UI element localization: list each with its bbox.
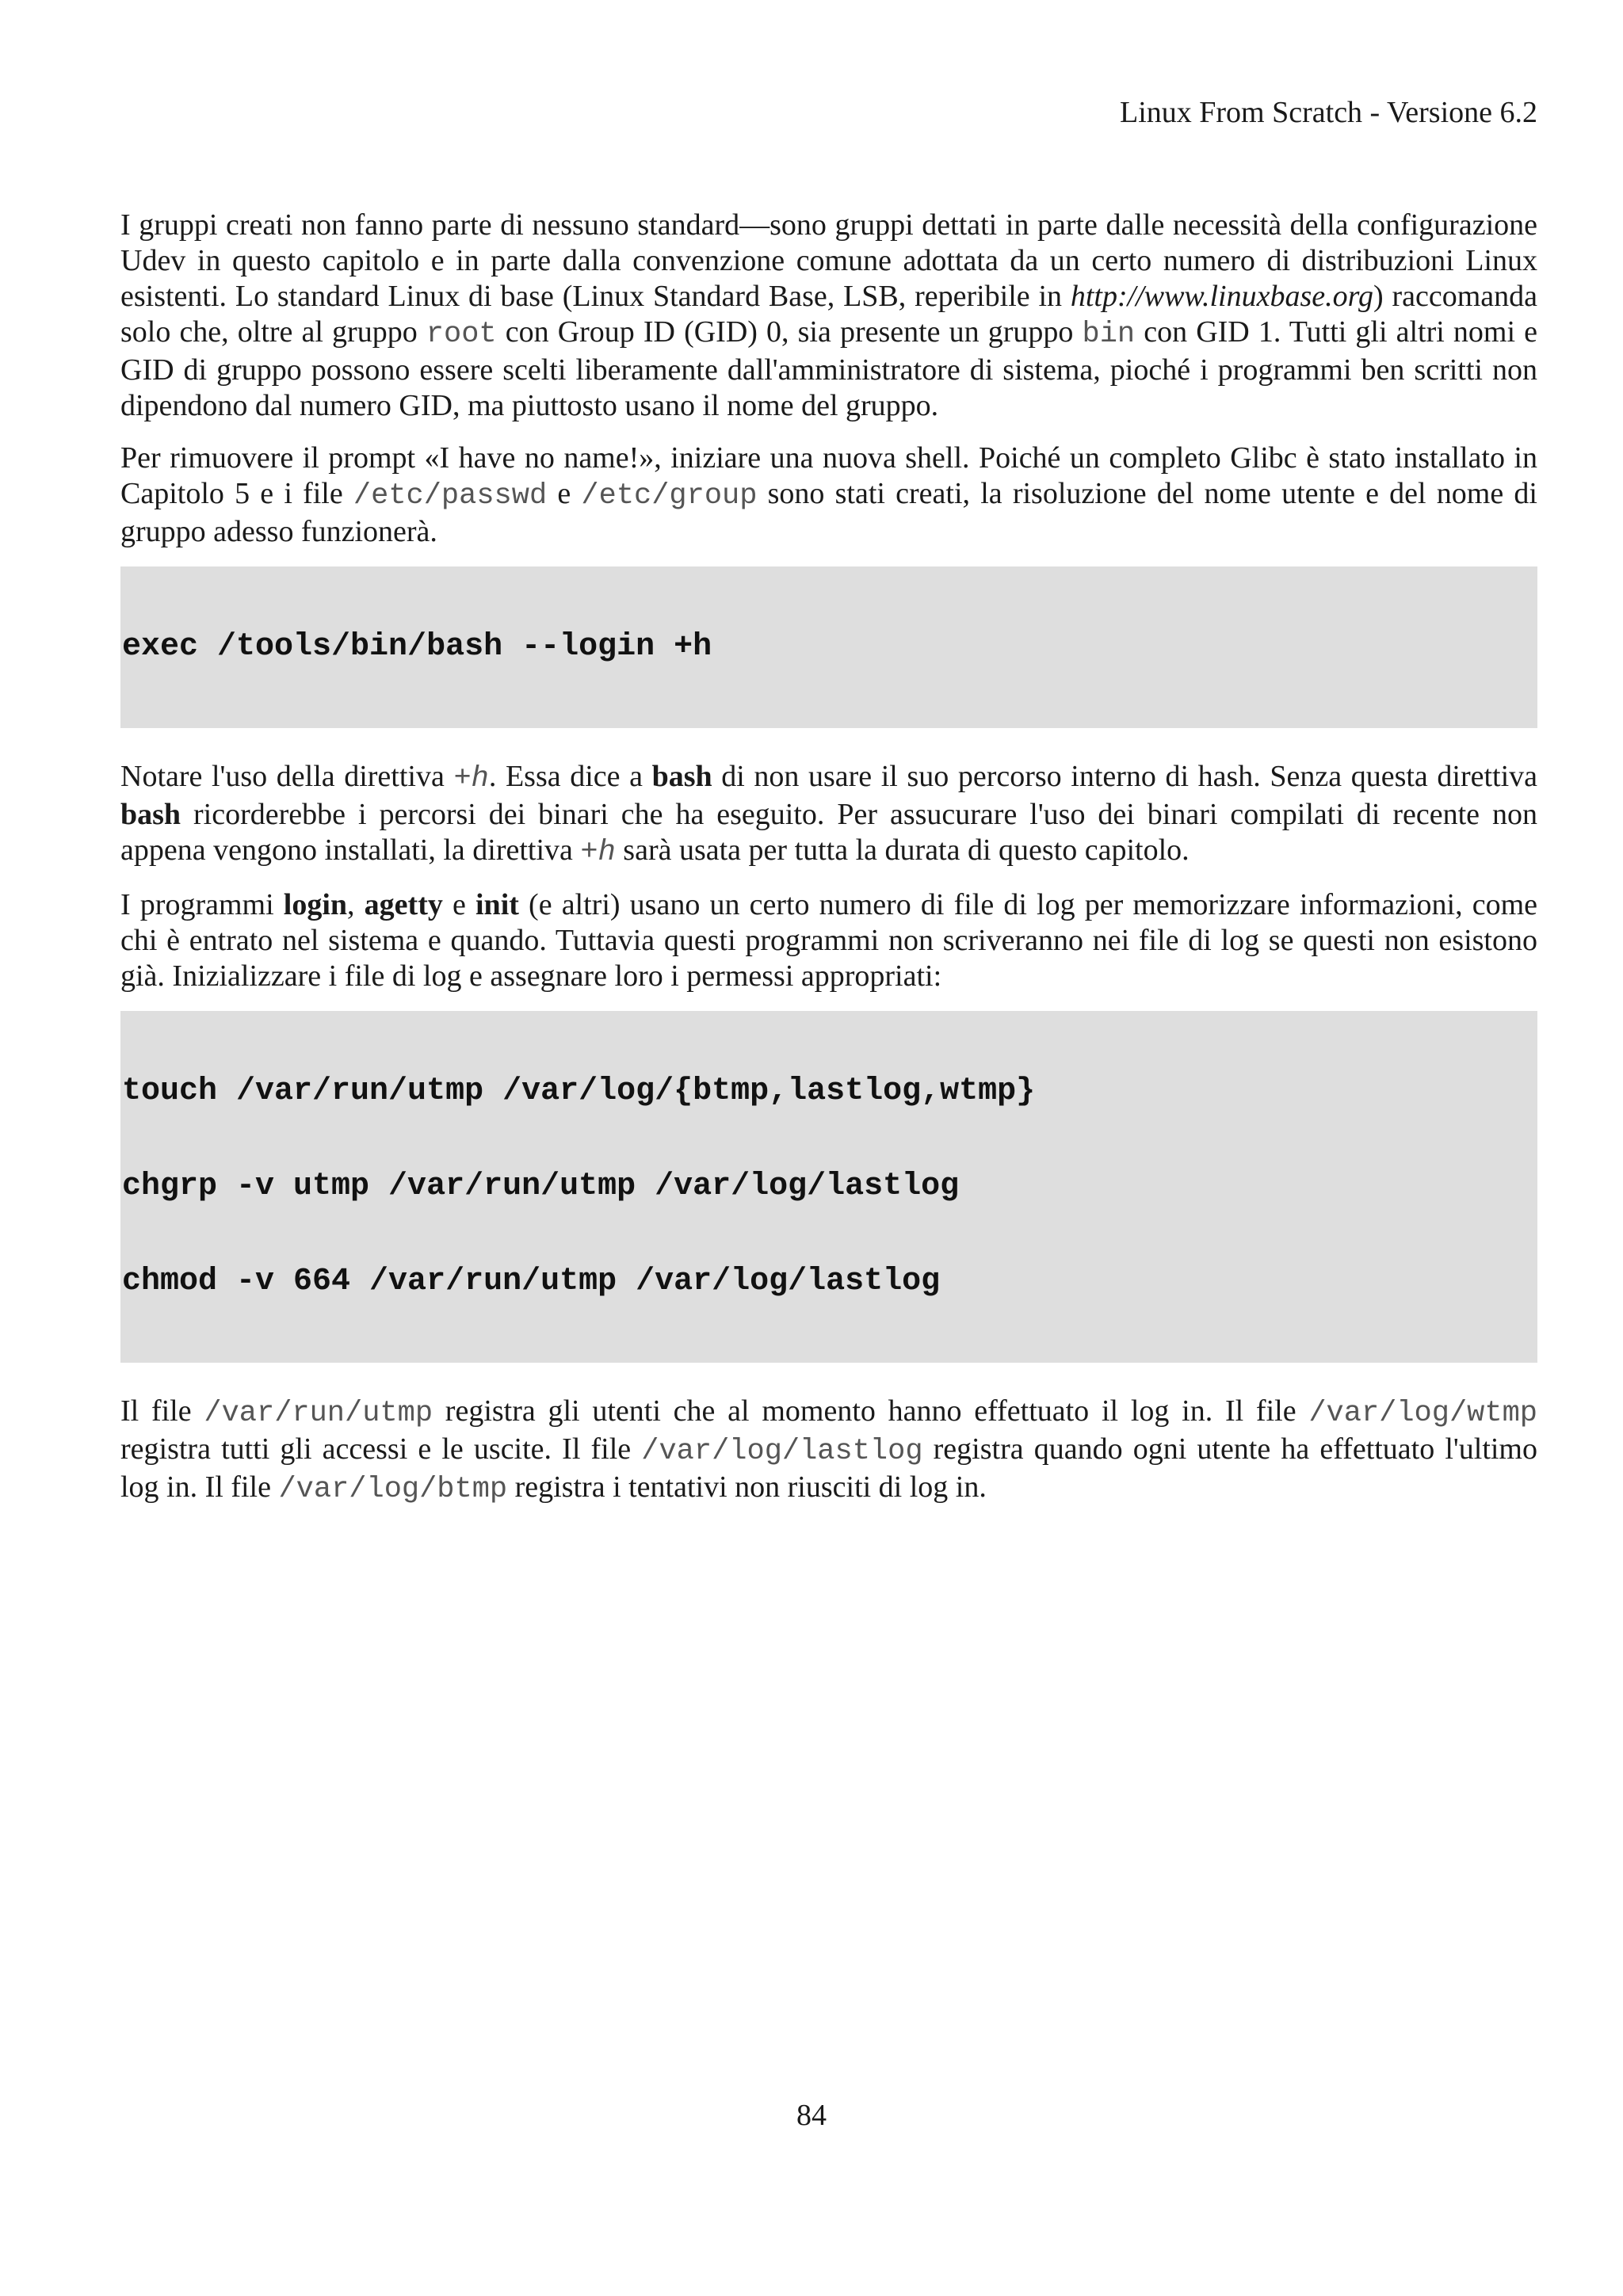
command-login: login <box>283 888 348 921</box>
inline-code-utmp: /var/run/utmp <box>204 1397 433 1430</box>
paragraph-logfile-descriptions <box>120 1394 1537 1508</box>
text-run: ) raccomanda solo che, oltre al gruppo <box>120 280 1538 349</box>
inline-code-lastlog: /var/log/lastlog <box>641 1435 923 1468</box>
page-number: 84 <box>796 2099 827 2132</box>
command-agetty: agetty <box>364 888 443 921</box>
command-init: init <box>475 888 519 921</box>
text-run: registra gli utenti che al momento hanno effettuato il log in. Il file <box>433 1394 1309 1428</box>
text-run: sarà usata per tutta la durata di questo capitolo. <box>615 833 1190 867</box>
code-line: touch /var/run/utmp /var/log/{btmp,lastlog,wtmp} <box>122 1074 1036 1109</box>
inline-code-passwd: /etc/passwd <box>353 479 548 513</box>
inline-code-group: /etc/group <box>581 479 758 513</box>
inline-code-root: root <box>426 318 497 351</box>
text-run: Per rimuovere il prompt «I have no name!», iniziare una nuova shell. Poiché un completo Glibc è stato installato in Capitolo 5 e i file <box>120 441 1537 510</box>
text-run: sono stati creati, la risoluzione del nome utente e del nome di gruppo adesso funzionerà. <box>120 477 1537 548</box>
text-run: I programmi <box>120 888 284 921</box>
code-block-exec <box>120 566 1537 728</box>
text-run: di non usare il suo percorso interno di hash. Senza questa direttiva <box>712 760 1538 793</box>
text-run: (e altri) usano un certo numero di file di log per memorizzare informazioni, come chi è entrato nel sistema e quando. Tuttavia questi programmi non scriveranno nei file di log se questi non esistono già. Inizializzare i file di log e assegnare loro i permessi appropriati: <box>120 888 1538 993</box>
linuxbase-url: http://www.linuxbase.org <box>1070 280 1373 313</box>
paragraph-hash <box>120 759 1537 871</box>
text-run: registra i tentativi non riusciti di log in. <box>507 1470 987 1504</box>
command-bash: bash <box>120 798 181 831</box>
page-body <box>120 208 1537 1524</box>
inline-code-wtmp: /var/log/wtmp <box>1308 1397 1537 1430</box>
text-run: e <box>547 477 582 510</box>
command-bash: bash <box>651 760 712 793</box>
code-block-logs <box>120 1011 1537 1363</box>
text-run: . Essa dice a <box>488 760 652 793</box>
inline-code-bin: bin <box>1082 318 1136 351</box>
code-line: exec /tools/bin/bash --login +h <box>122 629 712 665</box>
paragraph-groups <box>120 208 1537 424</box>
inline-code-h: +h <box>580 836 616 869</box>
inline-code-btmp: /var/log/btmp <box>278 1473 508 1506</box>
text-run: I gruppi creati non fanno parte di nessuno standard—sono gruppi dettati in parte dalle necessità della configurazione Udev in questo capitolo e in parte dalla convenzione comune adottata da un certo numero di distribuzioni Linux esistenti. Lo standard Linux di base (Linux Standard Base, LSB, reperibile in <box>120 208 1537 313</box>
text-run: Il file <box>120 1394 204 1428</box>
text-run: registra quando ogni utente ha effettuato l'ultimo log in. Il file <box>120 1432 1537 1504</box>
running-header: Linux From Scratch - Versione 6.2 <box>1120 96 1537 129</box>
text-run: Notare l'uso della direttiva <box>120 760 454 793</box>
text-run: , <box>347 888 365 921</box>
text-run: con Group ID (GID) 0, sia presente un gruppo <box>496 315 1083 349</box>
text-run: e <box>442 888 475 921</box>
text-run: con GID 1. Tutti gli altri nomi e GID di gruppo possono essere scelti liberamente dall'amministratore di sistema, pioché i programmi ben scritti non dipendono dal numero GID, ma piuttosto usano il nome del gruppo. <box>120 315 1538 422</box>
code-line: chmod -v 664 /var/run/utmp /var/log/lastlog <box>122 1264 941 1299</box>
inline-code-h: +h <box>453 762 489 795</box>
text-run: registra tutti gli accessi e le uscite. Il file <box>120 1432 642 1466</box>
paragraph-logfiles <box>120 887 1537 994</box>
text-run: ricorderebbe i percorsi dei binari che ha eseguito. Per assucurare l'uso dei binari compilati di recente non appena vengono installati, la direttiva <box>120 798 1537 867</box>
paragraph-prompt <box>120 441 1537 550</box>
code-line: chgrp -v utmp /var/run/utmp /var/log/lastlog <box>122 1169 960 1204</box>
